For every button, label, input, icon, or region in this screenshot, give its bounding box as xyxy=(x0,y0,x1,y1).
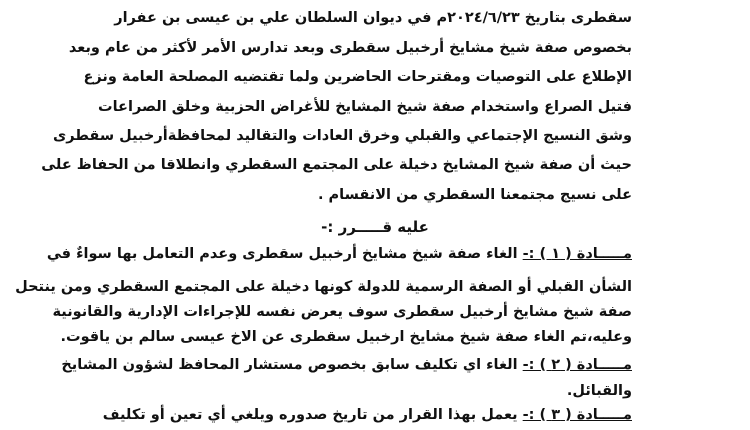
article-1-text: الغاء صفة شيخ مشايخ أرخبيل سقطرى وعدم التعامل بها سواءٌ في xyxy=(46,246,523,262)
article-1-first-line xyxy=(46,244,632,264)
article-1-label: مـــــادة ( ١ ) :- xyxy=(522,246,632,262)
article-1-line-3: صفة شيخ مشايخ أرخبيل سقطرى سوف يعرض نفسه للإجراءات الإدارية والقانونية xyxy=(52,304,632,320)
decision-heading xyxy=(0,218,750,236)
paragraph-line-2: بخصوص صفة شيخ مشايخ أرخبيل سقطرى وبعد تدارس الأمر لأكثر من عام وبعد xyxy=(68,40,632,56)
article-2-text: الغاء اي تكليف سابق بخصوص مستشار المحافظ لشؤون المشايخ xyxy=(61,357,523,373)
article-3-label: مـــــادة ( ٣ ) :- xyxy=(522,407,632,423)
article-2-label: مـــــادة ( ٢ ) :- xyxy=(522,357,632,373)
article-1-line-4: وعليه،تم الغاء صفة شيخ مشايخ ارخبيل سقطرى عن الاخ عيسى سالم بن ياقوت. xyxy=(60,329,632,345)
article-3-first-line xyxy=(102,405,632,425)
paragraph-line-7: على نسيج مجتمعنا السقطري من الانقسام . xyxy=(317,187,632,203)
paragraph-line-5: وشق النسيج الإجتماعي والقبلي وخرق العادات والتقاليد لمحافظةأرخبيل سقطرى xyxy=(52,128,632,144)
paragraph-line-6: حيث أن صفة شيخ المشايخ دخيلة على المجتمع السقطري وانطلاقا من الحفاظ على xyxy=(41,157,632,173)
article-2-first-line xyxy=(61,355,632,375)
decision-heading-text: عليه قـــــرر :- xyxy=(321,218,429,236)
paragraph-line-4: فتيل الصراع واستخدام صفة شيخ المشايخ للأغراض الحزبية وخلق الصراعات xyxy=(98,99,632,115)
article-1-line-2: الشأن القبلي أو الصفة الرسمية للدولة كونها دخيلة على المجتمع السقطري ومن ينتحل xyxy=(15,279,632,295)
article-2-line-2: والقبائل. xyxy=(566,383,632,399)
article-3-text: يعمل بهذا القرار من تاريخ صدوره ويلغي أي تعين أو تكليف xyxy=(102,407,523,423)
paragraph-line-1: سقطرى بتاريخ ٢٠٢٤/٦/٢٣م في ديوان السلطان علي بن عيسى بن عفرار xyxy=(114,10,632,26)
paragraph-line-3: الإطلاع على التوصيات ومقترحات الحاضرين ولما تقتضيه المصلحة العامة ونزع xyxy=(83,69,632,85)
